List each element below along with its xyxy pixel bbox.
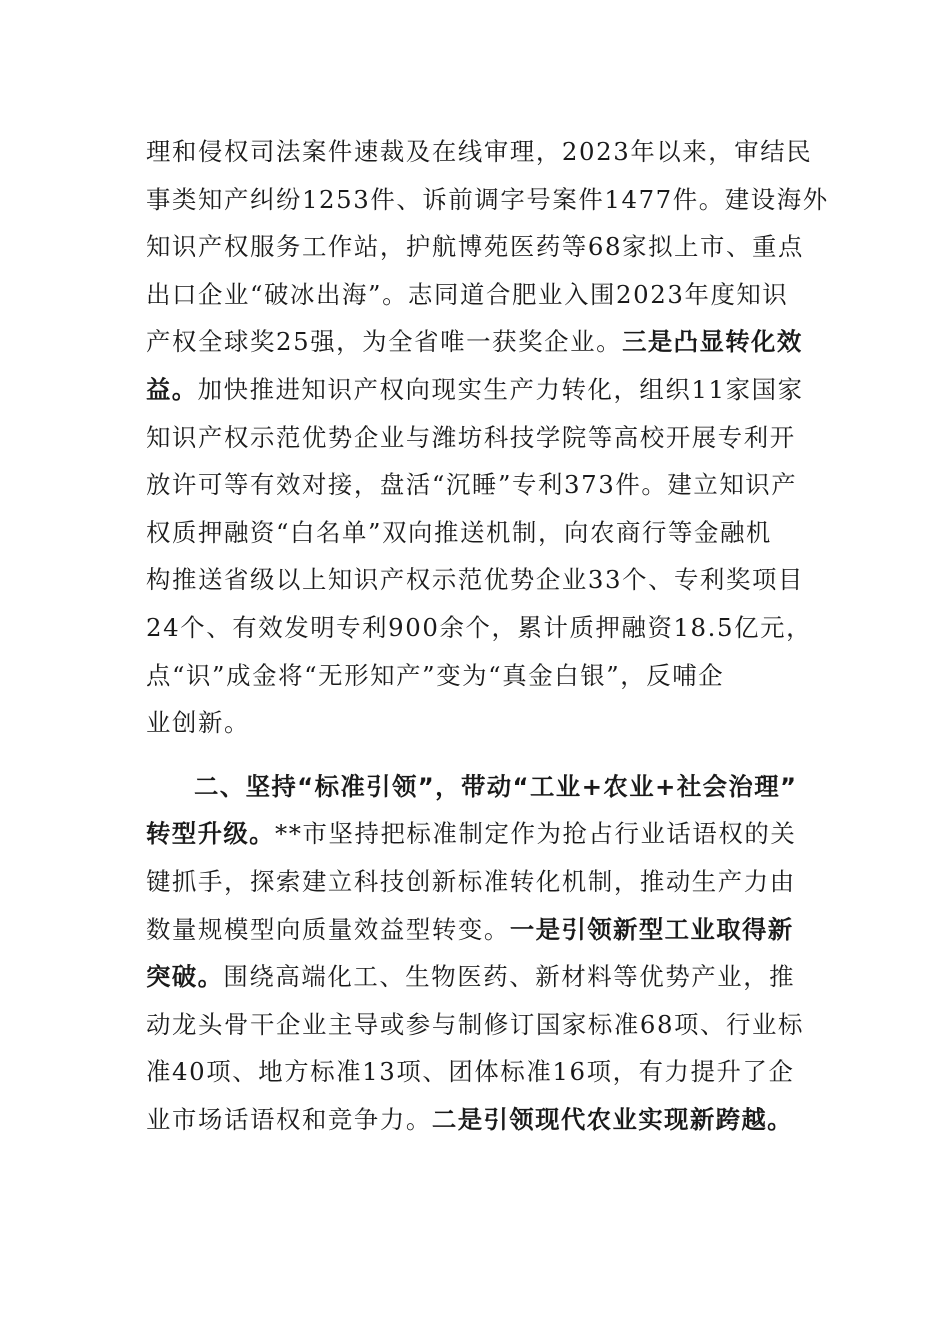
text-segment: 放许可等有效对接，盘活“沉睡”专利373件。建立知识产 bbox=[146, 470, 798, 500]
text-line bbox=[146, 1001, 806, 1049]
text-line bbox=[146, 414, 806, 462]
text-segment: **市坚持把标准制定作为抢占行业话语权的关 bbox=[274, 819, 797, 849]
bold-text-segment: 一是引领新型工业取得新 bbox=[509, 914, 794, 944]
text-line bbox=[146, 810, 806, 858]
text-line bbox=[146, 858, 806, 906]
text-segment: 知识产权示范优势企业与潍坊科技学院等高校开展专利开 bbox=[146, 422, 796, 452]
text-segment: 准40项、地方标准13项、团体标准16项，有力提升了企 bbox=[146, 1057, 795, 1087]
bold-text-segment: 益。 bbox=[146, 374, 198, 404]
bold-text-segment: 突破。 bbox=[146, 962, 224, 992]
text-segment: 业市场话语权和竞争力。 bbox=[146, 1104, 432, 1134]
bold-text-segment: 三是凸显转化效 bbox=[622, 327, 803, 357]
text-line bbox=[146, 509, 806, 557]
text-segment: 业创新。 bbox=[146, 708, 250, 738]
text-line bbox=[146, 176, 829, 224]
text-segment: 键抓手，探索建立科技创新标准转化机制，推动生产力由 bbox=[146, 866, 796, 896]
text-segment: 点“识”成金将“无形知产”变为“真金白银”，反哺企 bbox=[146, 660, 725, 690]
text-line bbox=[146, 953, 806, 1001]
text-line bbox=[146, 763, 806, 811]
text-line bbox=[146, 318, 806, 366]
text-segment: 数量规模型向质量效益型转变。 bbox=[146, 914, 510, 944]
text-segment: 产权全球奖25强，为全省唯一获奖企业。 bbox=[146, 327, 623, 357]
document-body bbox=[146, 128, 829, 1143]
text-segment: 围绕高端化工、生物医药、新材料等优势产业，推 bbox=[223, 962, 796, 992]
text-segment: 事类知产纠纷1253件、诉前调字号案件1477件。建设海外 bbox=[146, 184, 829, 214]
text-segment: 动龙头骨干企业主导或参与制修订国家标准68项、行业标 bbox=[146, 1009, 805, 1039]
text-line bbox=[146, 271, 806, 319]
text-segment: 构推送省级以上知识产权示范优势企业33个、专利奖项目 bbox=[146, 565, 805, 595]
text-segment: 知识产权服务工作站，护航博苑医药等68家拟上市、重点 bbox=[146, 232, 805, 262]
text-line bbox=[146, 652, 806, 700]
text-segment: 出口企业“破冰出海”。志同道合肥业入围2023年度知识 bbox=[146, 279, 789, 309]
bold-text-segment: 二是引领现代农业实现新跨越。 bbox=[431, 1104, 793, 1134]
text-line bbox=[146, 906, 806, 954]
text-line bbox=[146, 366, 806, 414]
bold-text-segment: 二、坚持“标准引领”，带动“工业+农业+社会治理” bbox=[194, 771, 798, 801]
text-line bbox=[146, 461, 806, 509]
text-segment: 权质押融资“白名单”双向推送机制，向农商行等金融机 bbox=[146, 517, 772, 547]
text-line bbox=[146, 128, 813, 176]
text-line bbox=[146, 699, 806, 747]
text-line bbox=[146, 1048, 806, 1096]
text-segment: 加快推进知识产权向现实生产力转化，组织11家国家 bbox=[197, 374, 804, 404]
text-line bbox=[146, 223, 806, 271]
bold-text-segment: 转型升级。 bbox=[146, 819, 275, 849]
text-line bbox=[146, 556, 806, 604]
paragraph-gap bbox=[146, 747, 806, 763]
text-line bbox=[146, 604, 813, 652]
text-segment: 理和侵权司法案件速裁及在线审理，2023年以来，审结民 bbox=[146, 137, 813, 166]
text-line bbox=[146, 1096, 806, 1144]
text-segment: 24个、有效发明专利900余个，累计质押融资18.5亿元， bbox=[146, 612, 813, 642]
